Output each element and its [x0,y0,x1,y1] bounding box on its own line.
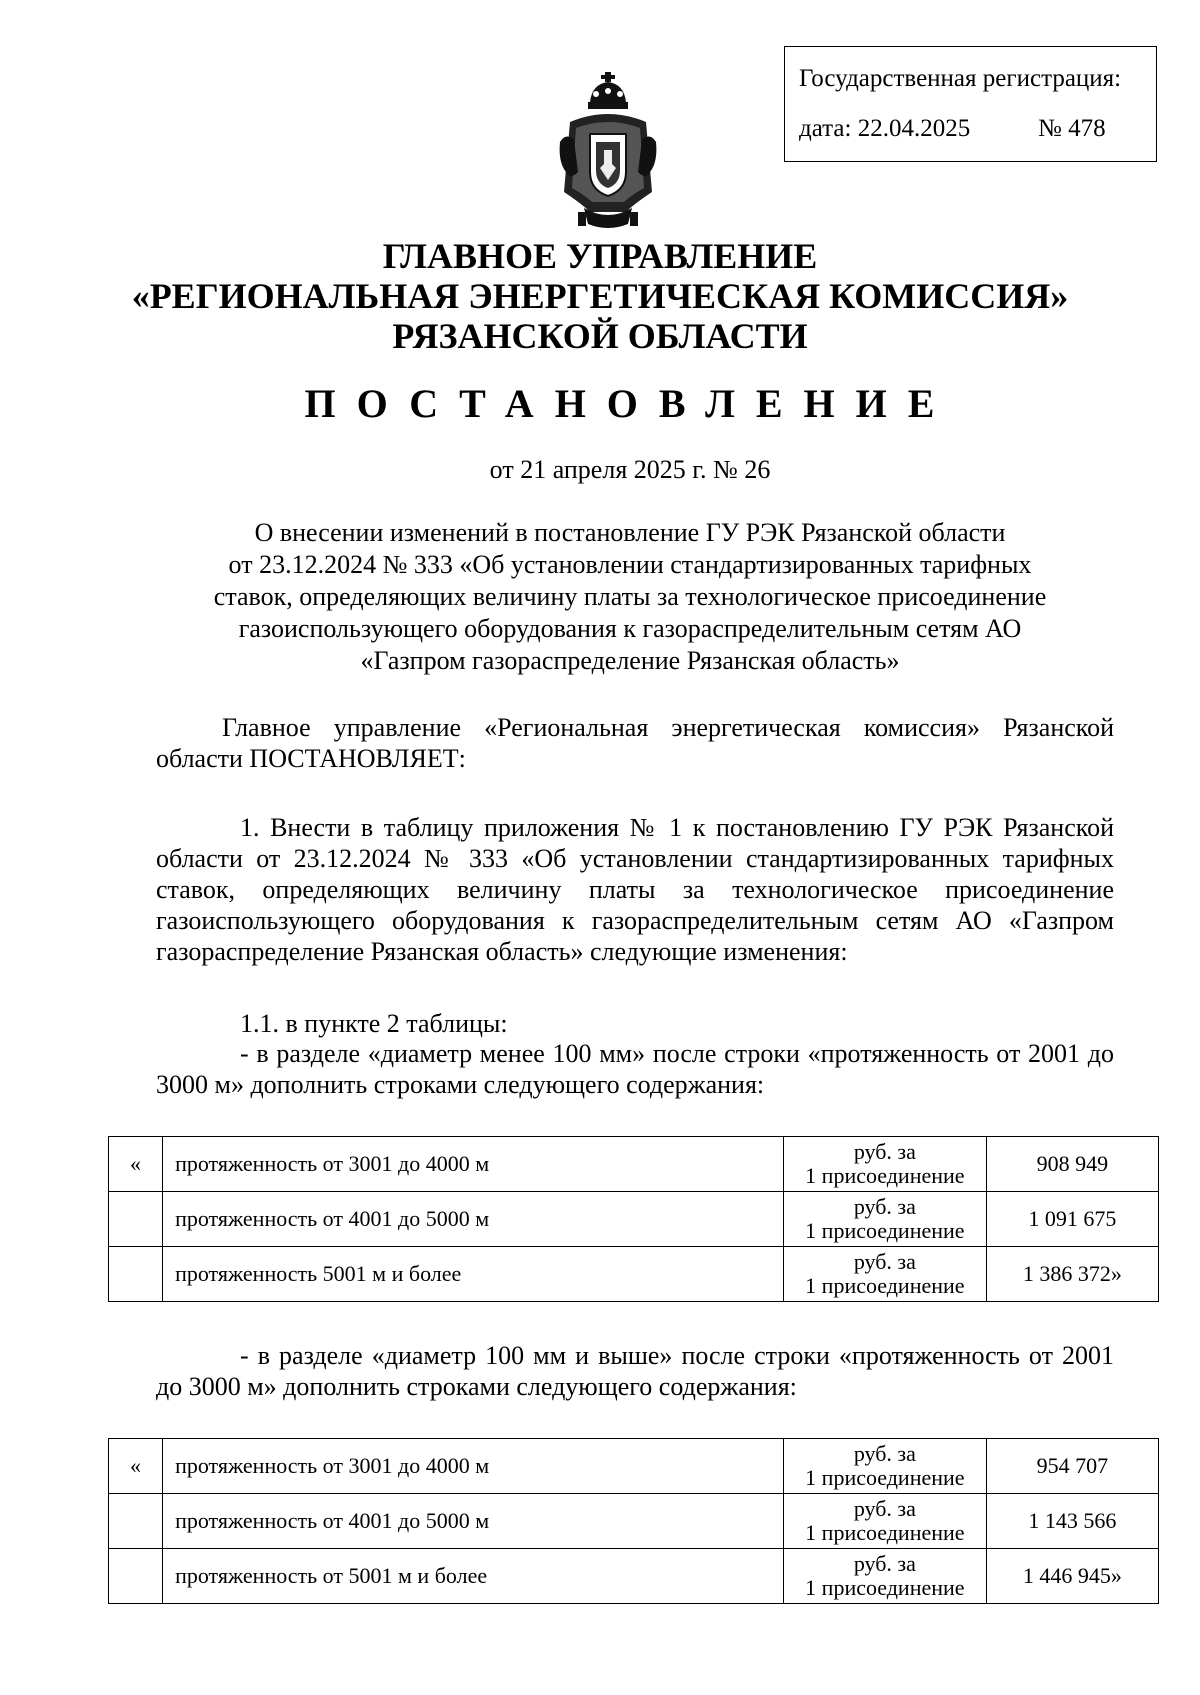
amendment-table-2 [108,1438,1159,1604]
unit-line-1: руб. за [853,1551,916,1576]
organization-name [0,236,1200,356]
unit-line-1: руб. за [853,1249,916,1274]
quote-cell [109,1192,163,1247]
coat-of-arms-icon [556,72,660,232]
table-row [109,1549,1159,1604]
unit-line-1: руб. за [853,1194,916,1219]
quote-cell [109,1247,163,1302]
row-unit [784,1192,987,1247]
subject-line-4: газоиспользующего оборудования к газораспределительным сетям АО [238,614,1022,643]
subject-line-3: ставок, определяющих величину платы за технологическое присоединение [213,582,1047,611]
row-unit [784,1439,987,1494]
unit-line-1: руб. за [853,1139,916,1164]
section-2-instruction: - в разделе «диаметр 100 мм и выше» после строки «протяженность от 2001 до 3000 м» дополнить строками следующего содержания: [156,1341,1114,1401]
open-quote: « [109,1439,163,1494]
subject-line-1: О внесении изменений в постановление ГУ РЭК Рязанской области [254,518,1006,547]
table-row [109,1247,1159,1302]
unit-line-1: руб. за [853,1496,916,1521]
row-description: протяженность от 4001 до 5000 м [163,1192,784,1247]
section-1-instruction: - в разделе «диаметр менее 100 мм» после строки «протяженность от 2001 до 3000 м» дополнить строками следующего содержания: [156,1039,1114,1099]
registration-stamp [784,46,1157,162]
row-value: 1 091 675 [986,1192,1158,1247]
decree-subject [120,517,1140,677]
row-value: 908 949 [986,1137,1158,1192]
registration-number: № 478 [1038,115,1106,142]
table-row [109,1192,1159,1247]
row-value: 1 386 372» [986,1247,1158,1302]
registration-title: Государственная регистрация: [799,65,1122,92]
row-value: 1 143 566 [986,1494,1158,1549]
subject-line-5: «Газпром газораспределение Рязанская область» [360,646,900,675]
row-description: протяженность от 3001 до 4000 м [163,1439,784,1494]
unit-line-2: 1 присоединение [805,1575,965,1600]
row-value: 1 446 945» [986,1549,1158,1604]
decree-date-number: от 21 апреля 2025 г. № 26 [489,455,771,484]
row-description: протяженность от 5001 м и более [163,1549,784,1604]
org-line-2: «РЕГИОНАЛЬНАЯ ЭНЕРГЕТИЧЕСКАЯ КОМИССИЯ» [131,276,1069,316]
unit-line-2: 1 присоединение [805,1273,965,1298]
row-value: 954 707 [986,1439,1158,1494]
row-unit [784,1137,987,1192]
unit-line-2: 1 присоединение [805,1520,965,1545]
unit-line-2: 1 присоединение [805,1163,965,1188]
row-description: протяженность от 4001 до 5000 м [163,1494,784,1549]
open-quote: « [109,1137,163,1192]
registration-date: дата: 22.04.2025 [799,115,971,142]
amendment-table-1 [108,1136,1159,1302]
quote-cell [109,1494,163,1549]
quote-cell [109,1549,163,1604]
intro-paragraph: Главное управление «Региональная энергетическая комиссия» Рязанской области ПОСТАНОВЛЯЕТ: [156,713,1114,773]
row-description: протяженность 5001 м и более [163,1247,784,1302]
table-row [109,1137,1159,1192]
row-unit [784,1494,987,1549]
item-1-paragraph: 1. Внести в таблицу приложения № 1 к постановлению ГУ РЭК Рязанской области от 23.12.2024 № 333 «Об установлении стандартизированных тарифных ставок, определяющих величину платы за технологическое присоединение газоиспользующего оборудования к газораспределительным сетям АО «Газпром газораспределение Рязанская область» следующие изменения: [156,813,1114,966]
document-type: ПОСТАНОВЛЕНИЕ [304,381,956,426]
row-unit [784,1247,987,1302]
row-unit [784,1549,987,1604]
table-row [109,1439,1159,1494]
row-description: протяженность от 3001 до 4000 м [163,1137,784,1192]
unit-line-2: 1 присоединение [805,1465,965,1490]
org-line-3: РЯЗАНСКОЙ ОБЛАСТИ [392,316,808,356]
subitem-1-1: 1.1. в пункте 2 таблицы: [240,1009,508,1038]
unit-line-1: руб. за [853,1441,916,1466]
unit-line-2: 1 присоединение [805,1218,965,1243]
subject-line-2: от 23.12.2024 № 333 «Об установлении стандартизированных тарифных [228,550,1032,579]
table-row [109,1494,1159,1549]
org-line-1: ГЛАВНОЕ УПРАВЛЕНИЕ [382,236,818,276]
